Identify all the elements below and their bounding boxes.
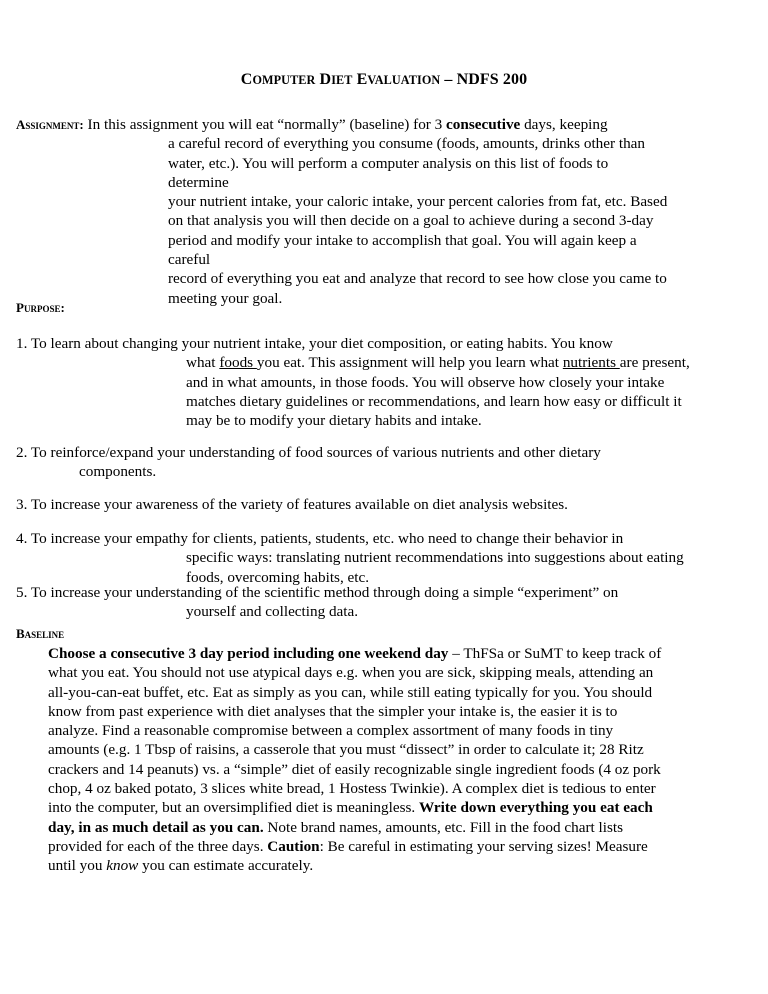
underlined-text: nutrients xyxy=(562,354,620,372)
text: what xyxy=(186,354,220,372)
purpose-item-line: 3. To increase your awareness of the variety of features available on diet analysis websites. xyxy=(16,496,568,513)
purpose-item-3 xyxy=(16,495,576,514)
purpose-item-line: 4. To increase your empathy for clients, patients, students, etc. who need to change their behavior in xyxy=(16,530,624,547)
purpose-item-line: 5. To increase your understanding of the scientific method through doing a simple “experiment” on xyxy=(16,584,619,601)
assignment-line: record of everything you eat and analyze that record to see how close you came to xyxy=(168,270,667,288)
purpose-heading: Purpose: xyxy=(16,300,65,315)
assignment-line: water, etc.). You will perform a computer analysis on this list of foods to determine xyxy=(168,154,609,191)
assignment-label: Assignment: xyxy=(16,117,84,132)
baseline-bold-lead: Choose a consecutive 3 day period including one weekend day xyxy=(48,645,449,662)
assignment-line: period and modify your intake to accomplish that goal. You will again keep a careful xyxy=(168,231,637,269)
purpose-item-line: 2. To reinforce/expand your understanding of food sources of various nutrients and other dietary xyxy=(16,444,601,461)
assignment-line: your nutrient intake, your caloric intake, your percent calories from fat, etc. Based xyxy=(168,193,668,211)
purpose-item-line: matches dietary guidelines or recommendations, and learn how easy or difficult it xyxy=(186,392,682,410)
assignment-first-line xyxy=(16,115,670,134)
baseline-paragraph xyxy=(48,644,668,876)
purpose-item-line: and in what amounts, in those foods. You will observe how closely your intake xyxy=(186,373,665,391)
purpose-item-line xyxy=(16,353,690,372)
baseline-italic-text: know xyxy=(106,857,139,875)
title-part: E xyxy=(356,71,368,88)
title-part: D xyxy=(319,71,332,88)
title-part: – NDFS 200 xyxy=(440,71,528,88)
assignment-line: on that analysis you will then decide on a goal to achieve during a second 3-day xyxy=(168,212,654,230)
underlined-text: foods xyxy=(219,354,257,372)
page-title xyxy=(0,70,768,90)
title-part: VALUATION xyxy=(367,73,441,87)
purpose-item-1 xyxy=(16,334,690,430)
title-part: C xyxy=(240,71,253,88)
title-part: OMPUTER xyxy=(252,73,316,87)
text: you eat. This assignment will help you learn what xyxy=(256,354,563,372)
assignment-text: In this assignment you will eat “normally” (baseline) for 3 xyxy=(83,116,447,133)
purpose-item-4 xyxy=(16,529,684,587)
purpose-item-line: may be to modify your dietary habits and intake. xyxy=(186,412,482,430)
baseline-text: Note brand names, amounts, etc. Fill in the food chart lists provided for each of the three days. xyxy=(48,818,623,855)
assignment-text-bold: consecutive xyxy=(446,116,521,133)
purpose-item-line: 1. To learn about changing your nutrient intake, your diet composition, or eating habits. You know xyxy=(16,335,613,352)
assignment-line: a careful record of everything you consume (foods, amounts, drinks other than xyxy=(168,135,645,153)
baseline-bold-text: Write down everything you eat each day, in as much detail as you can. xyxy=(48,799,653,836)
assignment-text: days, keeping xyxy=(520,116,608,133)
baseline-text: – ThFSa or SuMT to keep track of what you eat. You should not use atypical days e.g. when you are sick, skipping meals, attending an all-you-can-eat buffet, etc. Eat as simply as you can, while still eating typically for you. You should know from past experience with diet analyses that the simpler your intake is, the easier it is to analyze. Find a reasonable compromise between a complex assortment of many foods in tiny amounts (e.g. 1 Tbsp of raisins, a casserole that you must “dissect” in order to calculate it; 28 Ritz crackers and 14 peanuts) vs. a “simple” diet of easily recognizable single ingredient foods (4 oz pork chop, 4 oz baked potato, 3 slices white bread, 1 Hostess Twinkie). A complex diet is tedious to enter into the computer, but an oversimplified diet is meaningless. xyxy=(48,645,662,817)
baseline-text: you can estimate accurately. xyxy=(138,857,314,875)
purpose-item-line: foods, overcoming habits, etc. xyxy=(186,568,370,586)
purpose-item-line: specific ways: translating nutrient recommendations into suggestions about eating xyxy=(186,549,684,567)
purpose-item-5 xyxy=(16,583,619,622)
purpose-item-line: yourself and collecting data. xyxy=(186,603,359,621)
purpose-item-line: components. xyxy=(79,463,157,481)
baseline-heading: Baseline xyxy=(16,626,65,641)
baseline-caution: Caution xyxy=(267,837,320,855)
assignment-line: meeting your goal. xyxy=(168,289,283,307)
text: are present, xyxy=(619,354,690,372)
baseline-text: : Be careful in estimating your serving sizes! Measure until you xyxy=(48,837,648,875)
title-part: IET xyxy=(331,73,353,87)
purpose-item-2 xyxy=(16,443,601,482)
